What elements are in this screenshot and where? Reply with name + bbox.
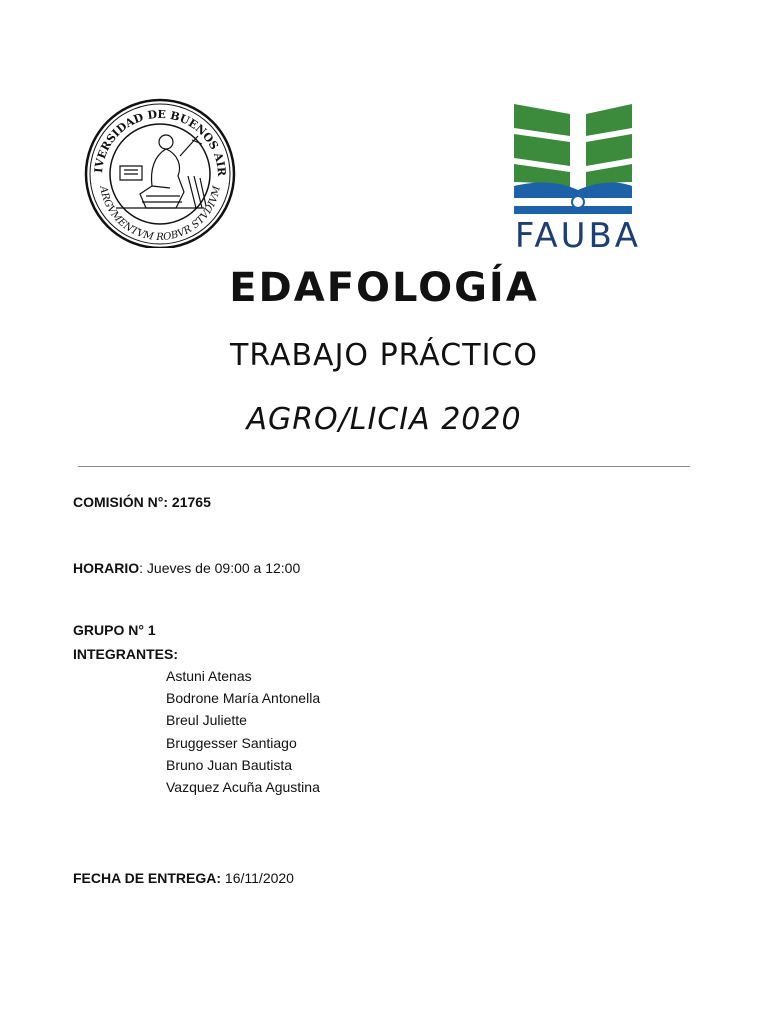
fecha-entrega-value: 16/11/2020 xyxy=(221,870,294,886)
fauba-logo-text: FAUBA xyxy=(514,216,642,256)
comision-label: COMISIÓN N°: 21765 xyxy=(73,494,211,510)
fecha-entrega-field xyxy=(73,868,294,888)
list-item: Breul Juliette xyxy=(166,712,247,729)
seal-ring-text-bottom: ARGVMENTVM ROBVR STVDIVM xyxy=(97,185,223,244)
document-subtitle: TRABAJO PRÁCTICO xyxy=(230,338,538,373)
list-item: Astuni Atenas xyxy=(166,668,252,684)
fecha-entrega-label: FECHA DE ENTREGA: xyxy=(73,870,222,886)
list-item: Bodrone María Antonella xyxy=(166,690,321,707)
list-item: Bruno Juan Bautista xyxy=(166,756,293,773)
fauba-logo xyxy=(500,98,656,260)
uba-seal-logo xyxy=(80,96,240,248)
grupo-label: GRUPO N° 1 xyxy=(73,622,156,638)
horario-field xyxy=(73,558,300,578)
members-list xyxy=(166,665,320,798)
integrantes-label: INTEGRANTES: xyxy=(73,646,178,662)
seal-ring-text-top: IVERSIDAD DE BUENOS AIR xyxy=(92,107,229,177)
horario-value: Jueves de 09:00 a 12:00 xyxy=(143,560,301,576)
horario-label: HORARIO xyxy=(73,560,140,576)
horizontal-divider xyxy=(78,466,690,467)
course-name: AGRO/LICIA 2020 xyxy=(246,402,522,437)
horario-separator: : xyxy=(139,560,144,576)
integrantes-field xyxy=(73,644,178,664)
grupo-field xyxy=(73,620,156,640)
uba-seal-graphic xyxy=(80,96,240,248)
list-item: Vazquez Acuña Agustina xyxy=(166,779,320,796)
document-title: EDAFOLOGÍA xyxy=(229,265,539,311)
list-item: Bruggesser Santiago xyxy=(166,734,297,751)
comision-field xyxy=(73,492,211,512)
